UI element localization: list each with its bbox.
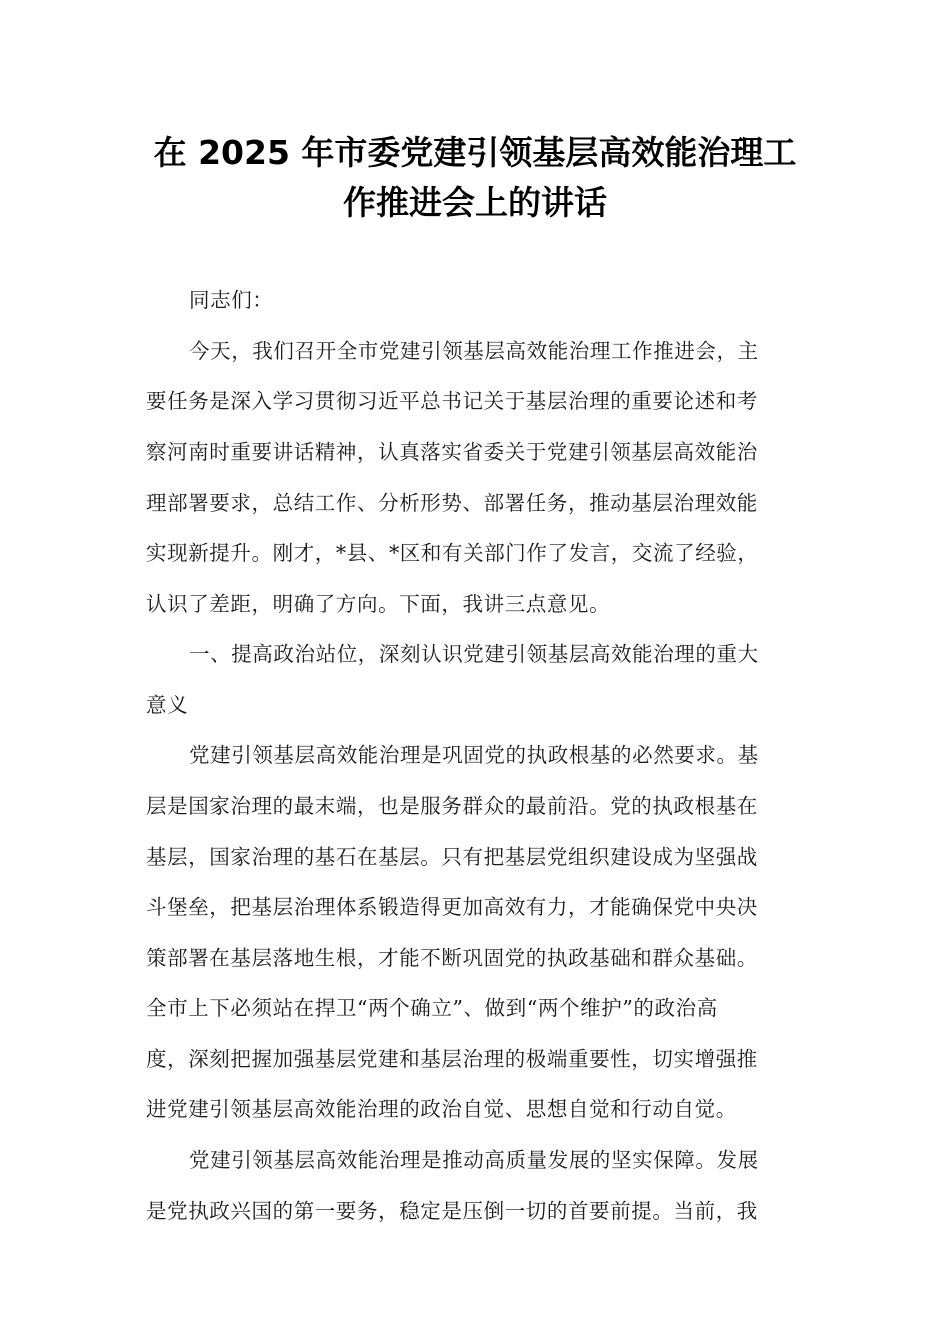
title-line-2: 作推进会上的讲话	[343, 183, 607, 222]
body-line: 理部署要求，总结工作、分析形势、部署任务，推动基层治理效能	[146, 491, 758, 515]
body-line: 实现新提升。刚才，*县、*区和有关部门作了发言，交流了经验，	[146, 541, 759, 565]
body-line: 今天，我们召开全市党建引领基层高效能治理工作推进会，主	[189, 339, 759, 363]
body-line: 策部署在基层落地生根，才能不断巩固党的执政基础和群众基础。	[146, 946, 758, 970]
body-line: 基层，国家治理的基石在基层。只有把基层党组织建设成为坚强战	[146, 845, 758, 869]
body-line: 斗堡垒，把基层治理体系锻造得更加高效有力，才能确保党中央决	[146, 895, 758, 919]
section-heading-line: 意义	[146, 693, 189, 717]
body-line: 认识了差距，明确了方向。下面，我讲三点意见。	[146, 592, 611, 616]
body-line: 进党建引领基层高效能治理的政治自觉、思想自觉和行动自觉。	[146, 1097, 737, 1121]
body-line: 层是国家治理的最末端，也是服务群众的最前沿。党的执政根基在	[146, 794, 758, 818]
salutation: 同志们：	[189, 288, 274, 312]
body-line: 度，深刻把握加强基层党建和基层治理的极端重要性，切实增强推	[146, 1047, 758, 1071]
section-heading-line: 一、提高政治站位，深刻认识党建引领基层高效能治理的重大	[189, 642, 759, 666]
document-title	[120, 128, 830, 228]
body-line: 全市上下必须站在捍卫“两个确立”、做到“两个维护”的政治高	[146, 996, 718, 1020]
body-line: 察河南时重要讲话精神，认真落实省委关于党建引领基层高效能治	[146, 440, 758, 464]
body-line: 党建引领基层高效能治理是推动高质量发展的坚实保障。发展	[189, 1148, 759, 1172]
body-line: 党建引领基层高效能治理是巩固党的执政根基的必然要求。基	[189, 743, 759, 767]
body-line: 要任务是深入学习贯彻习近平总书记关于基层治理的重要论述和考	[146, 389, 758, 413]
body-line: 是党执政兴国的第一要务，稳定是压倒一切的首要前提。当前，我	[146, 1199, 758, 1223]
title-line-1: 在 2025 年市委党建引领基层高效能治理工	[153, 133, 797, 172]
